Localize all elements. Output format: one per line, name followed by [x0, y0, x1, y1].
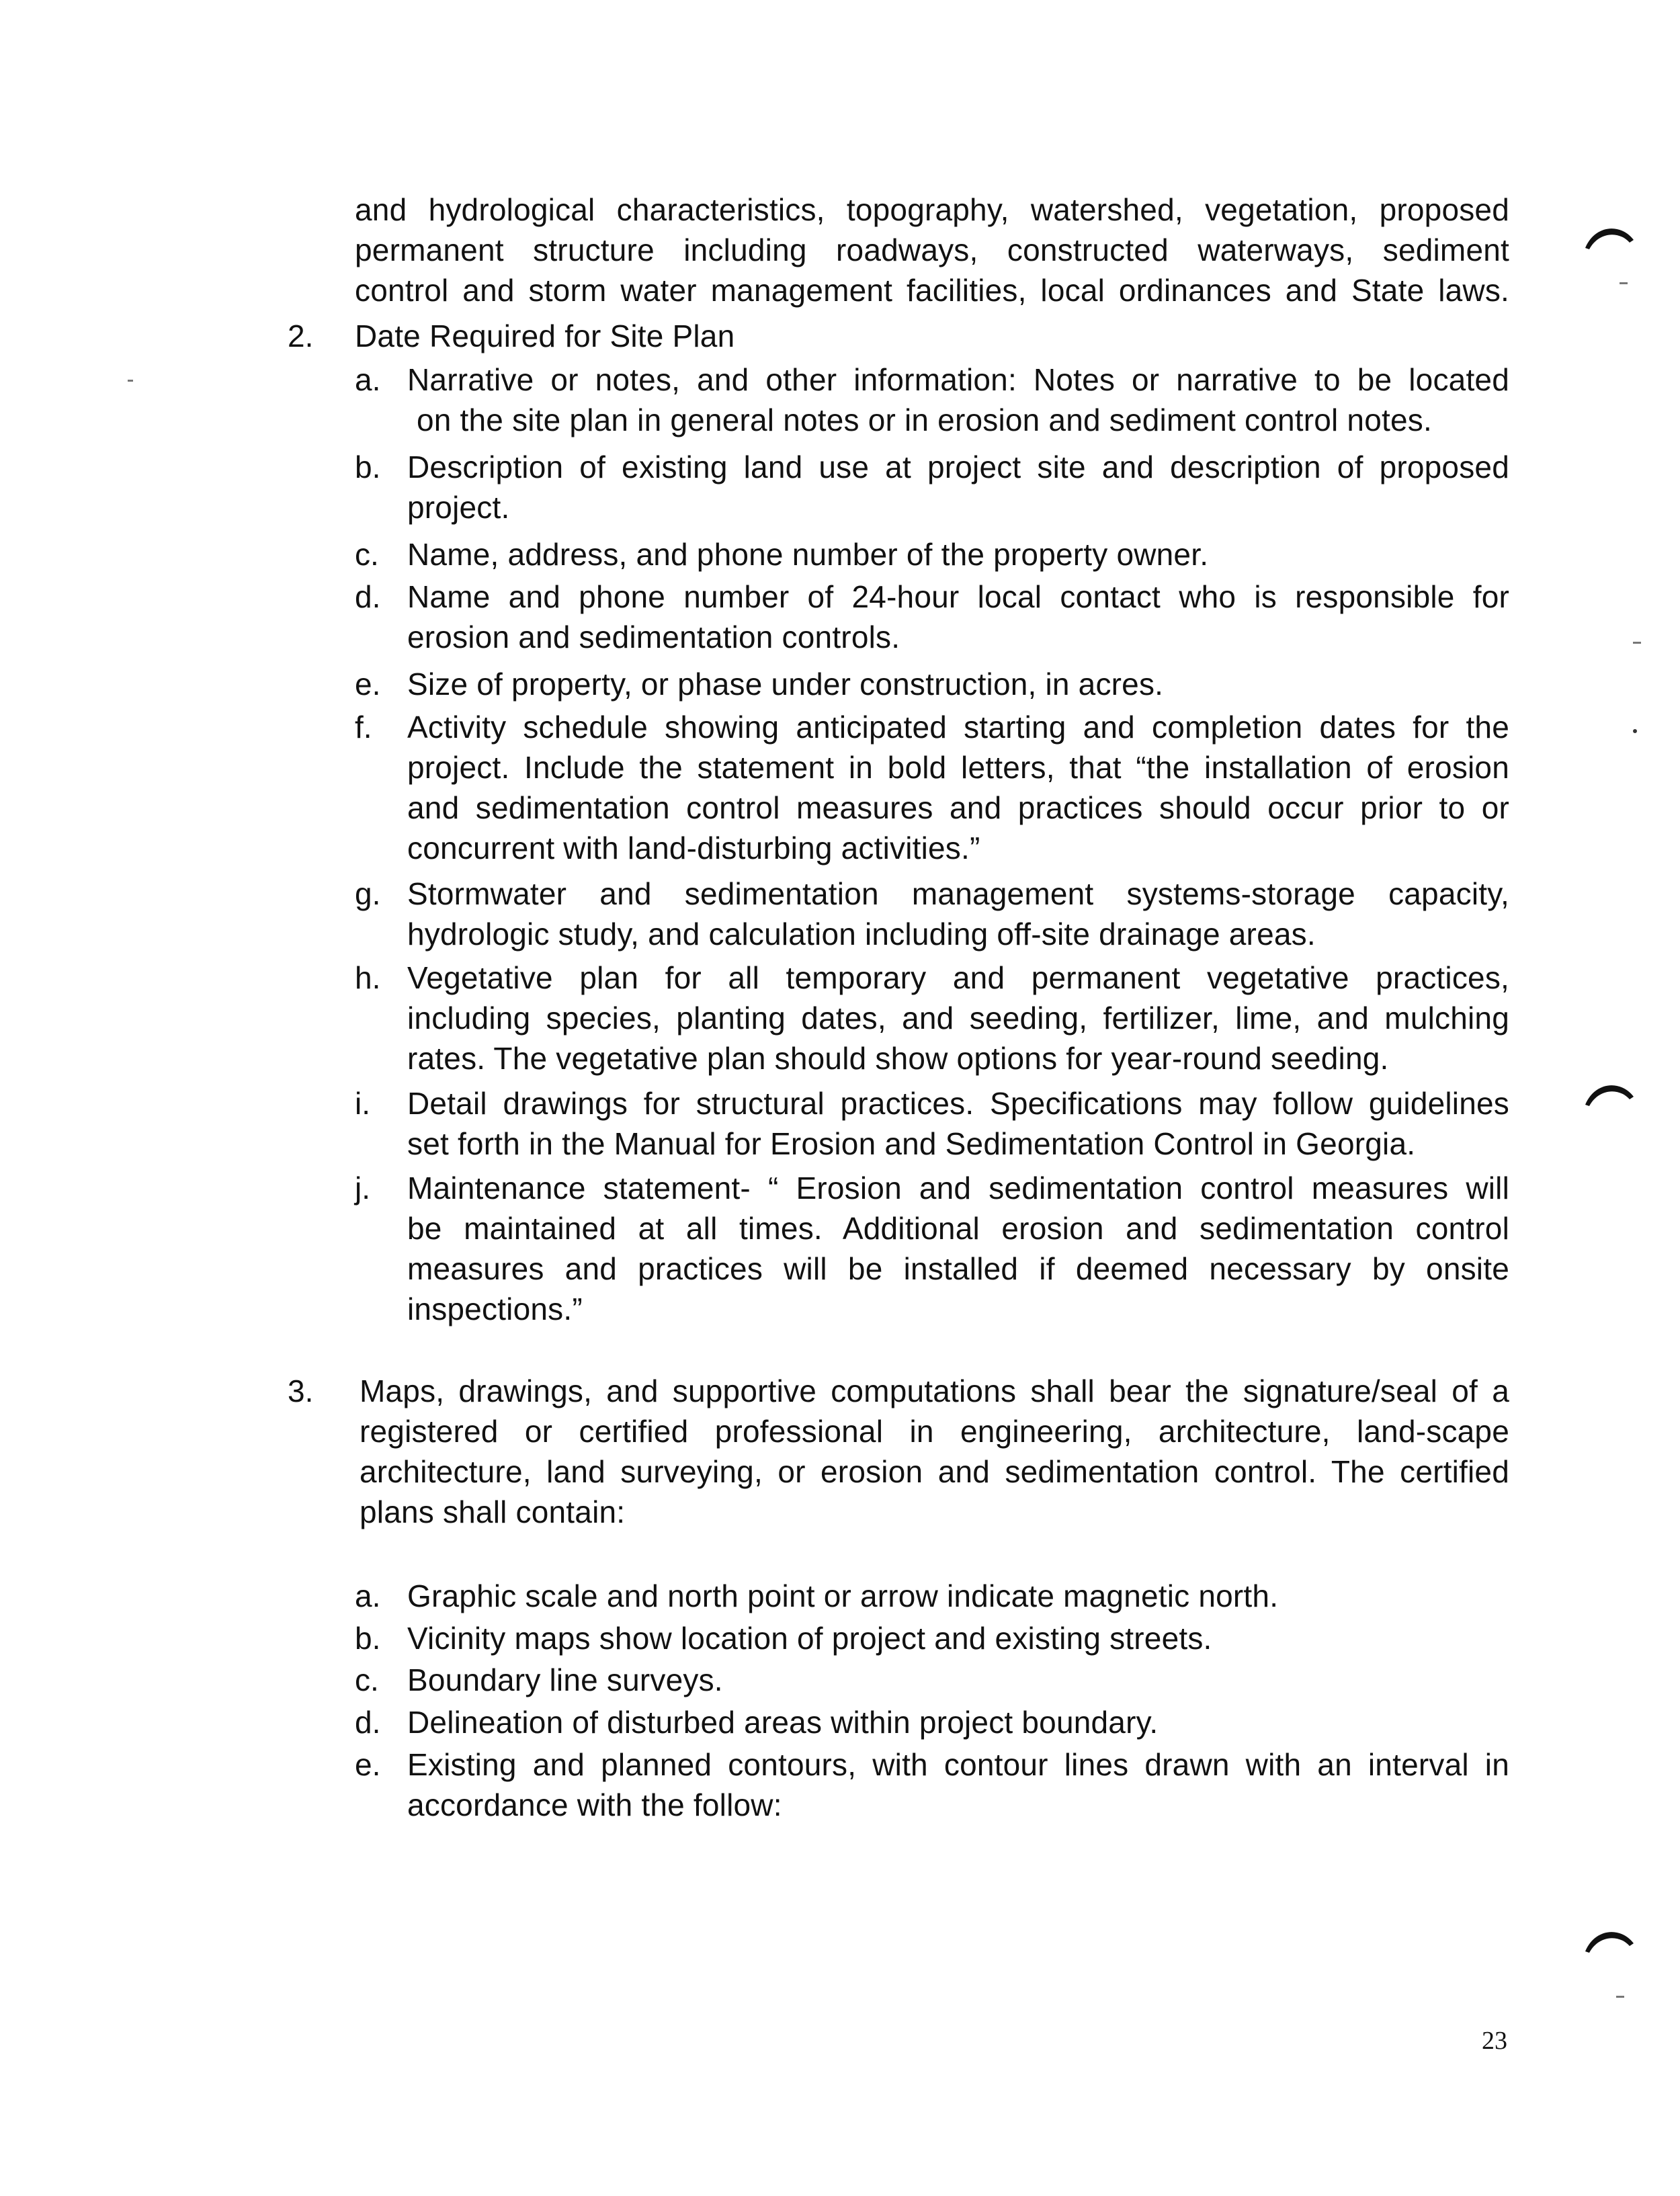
- scan-speck: [1620, 282, 1628, 284]
- binder-hole-shadow-icon: [1583, 218, 1636, 252]
- item-line: and sedimentation control measures and practices should occur prior to or: [407, 790, 1509, 825]
- section-number: 3.: [288, 1374, 314, 1408]
- item-line: Graphic scale and north point or arrow indicate magnetic north.: [407, 1578, 1279, 1613]
- item-line: Stormwater and sedimentation management systems-storage capacity,: [407, 876, 1509, 911]
- item-letter: d.: [355, 579, 381, 614]
- scan-speck: [1633, 642, 1641, 644]
- scan-speck: [1633, 729, 1637, 733]
- section-line: plans shall contain:: [360, 1494, 626, 1529]
- item-line: Maintenance statement- “ Erosion and sedimentation control measures will: [407, 1171, 1509, 1206]
- item-line: Name and phone number of 24-hour local contact who is responsible for: [407, 579, 1509, 614]
- item-line: hydrologic study, and calculation including off-site drainage areas.: [407, 917, 1316, 952]
- item-letter: a.: [355, 362, 381, 397]
- item-line: Detail drawings for structural practices. Specifications may follow guidelines: [407, 1086, 1509, 1121]
- section-title: Date Required for Site Plan: [355, 319, 735, 353]
- item-line: Description of existing land use at project site and description of proposed: [407, 450, 1509, 484]
- section-number: 2.: [288, 319, 314, 353]
- item-letter: c.: [355, 1662, 379, 1697]
- item-line: concurrent with land-disturbing activities.”: [407, 831, 980, 865]
- intro-line: and hydrological characteristics, topography, watershed, vegetation, proposed: [355, 192, 1509, 227]
- intro-line: control and storm water management facilities, local ordinances and State laws.: [355, 273, 1509, 308]
- item-line: Vegetative plan for all temporary and permanent vegetative practices,: [407, 960, 1509, 995]
- item-letter: j.: [355, 1171, 370, 1206]
- item-letter: g.: [355, 876, 381, 911]
- item-line: inspections.”: [407, 1292, 583, 1326]
- item-line: Narrative or notes, and other information: Notes or narrative to be located: [407, 362, 1509, 397]
- section-line: Maps, drawings, and supportive computations shall bear the signature/seal of a: [360, 1374, 1509, 1408]
- item-line: Delineation of disturbed areas within project boundary.: [407, 1705, 1159, 1740]
- item-letter: a.: [355, 1578, 381, 1613]
- item-line: rates. The vegetative plan should show options for year-round seeding.: [407, 1041, 1389, 1076]
- item-letter: i.: [355, 1086, 370, 1121]
- item-letter: d.: [355, 1705, 381, 1740]
- item-line: Existing and planned contours, with contour lines drawn with an interval in: [407, 1747, 1509, 1782]
- item-line: including species, planting dates, and seeding, fertilizer, lime, and mulching: [407, 1001, 1509, 1036]
- item-letter: e.: [355, 1747, 381, 1782]
- page-number: 23: [1482, 2027, 1507, 2055]
- intro-line: permanent structure including roadways, constructed waterways, sediment: [355, 233, 1509, 267]
- scan-speck: [1616, 1996, 1624, 1998]
- item-line: Size of property, or phase under construction, in acres.: [407, 667, 1164, 702]
- item-line: Activity schedule showing anticipated starting and completion dates for the: [407, 710, 1509, 745]
- section-line: registered or certified professional in engineering, architecture, land-scape: [360, 1414, 1509, 1449]
- binder-hole-shadow-icon: [1583, 1075, 1636, 1109]
- item-letter: h.: [355, 960, 381, 995]
- item-letter: e.: [355, 667, 381, 702]
- item-line: Boundary line surveys.: [407, 1662, 723, 1697]
- item-line: set forth in the Manual for Erosion and Sedimentation Control in Georgia.: [407, 1126, 1416, 1161]
- item-line: project.: [407, 490, 510, 525]
- item-letter: c.: [355, 537, 379, 572]
- item-line: erosion and sedimentation controls.: [407, 620, 900, 654]
- section-line: architecture, land surveying, or erosion and sedimentation control. The certified: [360, 1454, 1509, 1489]
- binder-hole-shadow-icon: [1583, 1922, 1636, 1955]
- item-line: measures and practices will be installed if deemed necessary by onsite: [407, 1251, 1509, 1286]
- item-line: be maintained at all times. Additional erosion and sedimentation control: [407, 1211, 1509, 1246]
- item-letter: b.: [355, 450, 381, 484]
- scan-speck: [128, 380, 133, 382]
- item-line: project. Include the statement in bold letters, that “the installation of erosion: [407, 750, 1509, 785]
- item-line: Vicinity maps show location of project and existing streets.: [407, 1621, 1212, 1656]
- item-letter: f.: [355, 710, 372, 745]
- item-letter: b.: [355, 1621, 381, 1656]
- item-line: on the site plan in general notes or in erosion and sediment control notes.: [417, 403, 1432, 437]
- item-line: Name, address, and phone number of the property owner.: [407, 537, 1209, 572]
- item-line: accordance with the follow:: [407, 1787, 782, 1822]
